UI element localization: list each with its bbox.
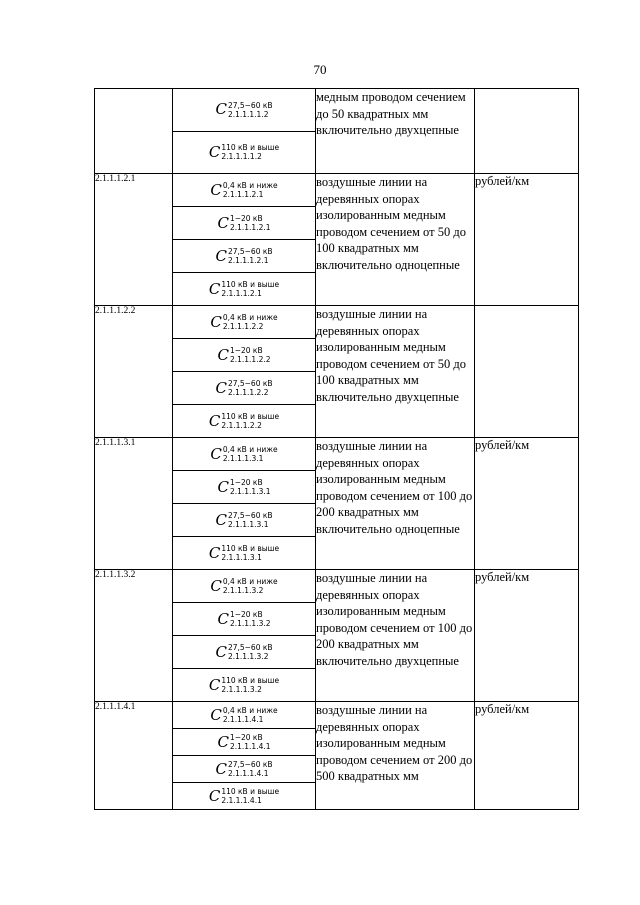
symbol-letter: C <box>208 786 221 805</box>
symbol-letter: C <box>217 345 229 364</box>
table-row <box>95 89 579 174</box>
symbol-subscript: 2.1.1.1.3.1 <box>221 553 262 562</box>
voltage-symbol <box>173 174 315 206</box>
voltage-symbol <box>173 536 315 569</box>
symbol-subscript: 2.1.1.1.3.1 <box>227 520 269 529</box>
voltage-symbol <box>173 503 315 536</box>
symbol-letter: C <box>210 705 222 724</box>
symbol-letter: C <box>217 477 229 496</box>
symbol-letter: C <box>217 732 229 751</box>
symbol-subscript: 2.1.1.1.2.1 <box>221 289 262 298</box>
symbol-subscript: 2.1.1.1.2.2 <box>221 421 262 430</box>
voltage-symbol <box>173 131 315 174</box>
symbol-letter: C <box>217 609 229 628</box>
symbol-cell <box>173 306 316 438</box>
symbol-letter: C <box>215 642 227 661</box>
voltage-symbol <box>173 702 315 728</box>
voltage-symbol <box>173 728 315 755</box>
symbol-superscript: 0,4 кВ и ниже <box>222 181 278 190</box>
symbol-letter: C <box>208 279 221 298</box>
symbol-letter: C <box>215 510 227 529</box>
table-row <box>95 702 579 810</box>
row-unit: рублей/км <box>475 174 579 306</box>
symbol-superscript: 110 кВ и выше <box>221 143 280 153</box>
symbol-subscript: 2.1.1.1.2.2 <box>229 355 271 364</box>
symbol-letter: C <box>208 142 221 161</box>
symbol-superscript: 1−20 кВ <box>229 478 263 487</box>
row-unit: рублей/км <box>475 702 579 810</box>
symbol-cell <box>173 174 316 306</box>
symbol-superscript: 27,5−60 кВ <box>227 100 273 110</box>
page-number: 70 <box>313 62 327 77</box>
symbol-subscript: 2.1.1.1.3.2 <box>221 685 262 694</box>
row-code: 2.1.1.1.2.2 <box>95 306 173 438</box>
table-row <box>95 306 579 438</box>
symbol-superscript: 27,5−60 кВ <box>227 379 273 388</box>
row-description: воздушные линии на деревянных опорах изолированным медным проводом сечением от 200 до 500 квадратных мм <box>316 702 475 810</box>
voltage-symbol <box>173 782 315 809</box>
voltage-symbol <box>173 755 315 782</box>
symbol-superscript: 27,5−60 кВ <box>227 643 273 652</box>
symbol-subscript: 2.1.1.1.2.1 <box>229 223 271 232</box>
voltage-symbol <box>173 570 315 602</box>
voltage-symbol <box>173 338 315 371</box>
row-unit <box>475 306 579 438</box>
symbol-subscript: 2.1.1.1.2.1 <box>222 190 264 199</box>
row-code: 2.1.1.1.4.1 <box>95 702 173 810</box>
symbol-letter: C <box>208 411 221 430</box>
symbol-subscript: 2.1.1.1.2.2 <box>227 388 269 397</box>
row-description: медным проводом сечением до 50 квадратных мм включительно двухцепные <box>316 89 475 174</box>
symbol-subscript: 2.1.1.1.4.1 <box>229 742 271 751</box>
row-code <box>95 89 173 174</box>
symbol-letter: C <box>215 759 227 778</box>
symbol-subscript: 2.1.1.1.2.1 <box>227 256 269 265</box>
symbol-superscript: 0,4 кВ и ниже <box>222 577 278 586</box>
voltage-symbol <box>173 404 315 437</box>
symbol-letter: C <box>215 100 227 119</box>
voltage-symbol <box>173 668 315 701</box>
voltage-symbol <box>173 371 315 404</box>
row-unit <box>475 89 579 174</box>
voltage-symbol <box>173 635 315 668</box>
voltage-symbol <box>173 206 315 239</box>
symbol-superscript: 1−20 кВ <box>229 610 263 619</box>
row-description: воздушные линии на деревянных опорах изолированным медным проводом сечением от 50 до 100 квадратных мм включительно двухцепные <box>316 306 475 438</box>
symbol-letter: C <box>210 180 222 199</box>
symbol-superscript: 27,5−60 кВ <box>227 511 273 520</box>
symbol-subscript: 2.1.1.1.1.2 <box>221 152 262 162</box>
symbol-cell <box>173 89 316 174</box>
voltage-symbol <box>173 239 315 272</box>
symbol-letter: C <box>210 312 222 331</box>
table-body <box>95 89 579 810</box>
symbol-cell <box>173 702 316 810</box>
symbol-cell <box>173 570 316 702</box>
voltage-symbol <box>173 438 315 470</box>
symbol-letter: C <box>215 246 227 265</box>
symbol-letter: C <box>210 576 222 595</box>
symbol-superscript: 110 кВ и выше <box>221 544 280 553</box>
symbol-superscript: 110 кВ и выше <box>221 280 280 289</box>
symbol-cell <box>173 438 316 570</box>
symbol-superscript: 27,5−60 кВ <box>227 760 273 769</box>
symbol-letter: C <box>208 543 221 562</box>
tariff-table <box>94 88 579 810</box>
row-description: воздушные линии на деревянных опорах изолированным медным проводом сечением от 100 до 200 квадратных мм включительно одноцепные <box>316 438 475 570</box>
symbol-letter: C <box>217 213 229 232</box>
voltage-symbol <box>173 602 315 635</box>
symbol-subscript: 2.1.1.1.4.1 <box>221 796 262 805</box>
symbol-superscript: 1−20 кВ <box>229 214 263 223</box>
row-unit: рублей/км <box>475 438 579 570</box>
symbol-subscript: 2.1.1.1.3.2 <box>227 652 269 661</box>
symbol-subscript: 2.1.1.1.1.2 <box>227 109 269 119</box>
symbol-superscript: 0,4 кВ и ниже <box>222 445 278 454</box>
symbol-superscript: 1−20 кВ <box>229 733 263 742</box>
symbol-superscript: 110 кВ и выше <box>221 412 280 421</box>
row-code: 2.1.1.1.3.1 <box>95 438 173 570</box>
voltage-symbol <box>173 89 315 131</box>
voltage-symbol <box>173 272 315 305</box>
symbol-superscript: 27,5−60 кВ <box>227 247 273 256</box>
symbol-superscript: 1−20 кВ <box>229 346 263 355</box>
table-row <box>95 438 579 570</box>
symbol-subscript: 2.1.1.1.4.1 <box>222 715 264 724</box>
table-row <box>95 570 579 702</box>
symbol-superscript: 0,4 кВ и ниже <box>222 706 278 715</box>
symbol-subscript: 2.1.1.1.2.2 <box>222 322 264 331</box>
row-code: 2.1.1.1.2.1 <box>95 174 173 306</box>
table-row <box>95 174 579 306</box>
row-code: 2.1.1.1.3.2 <box>95 570 173 702</box>
voltage-symbol <box>173 306 315 338</box>
row-description: воздушные линии на деревянных опорах изолированным медным проводом сечением от 100 до 200 квадратных мм включительно двухцепные <box>316 570 475 702</box>
symbol-superscript: 110 кВ и выше <box>221 787 280 796</box>
symbol-superscript: 0,4 кВ и ниже <box>222 313 278 322</box>
symbol-letter: C <box>208 675 221 694</box>
symbol-subscript: 2.1.1.1.3.2 <box>229 619 271 628</box>
symbol-subscript: 2.1.1.1.3.1 <box>229 487 271 496</box>
symbol-subscript: 2.1.1.1.3.1 <box>222 454 264 463</box>
symbol-subscript: 2.1.1.1.4.1 <box>227 769 269 778</box>
row-unit: рублей/км <box>475 570 579 702</box>
symbol-subscript: 2.1.1.1.3.2 <box>222 586 264 595</box>
symbol-superscript: 110 кВ и выше <box>221 676 280 685</box>
symbol-letter: C <box>215 378 227 397</box>
voltage-symbol <box>173 470 315 503</box>
symbol-letter: C <box>210 444 222 463</box>
row-description: воздушные линии на деревянных опорах изолированным медным проводом сечением от 50 до 100 квадратных мм включительно одноцепные <box>316 174 475 306</box>
